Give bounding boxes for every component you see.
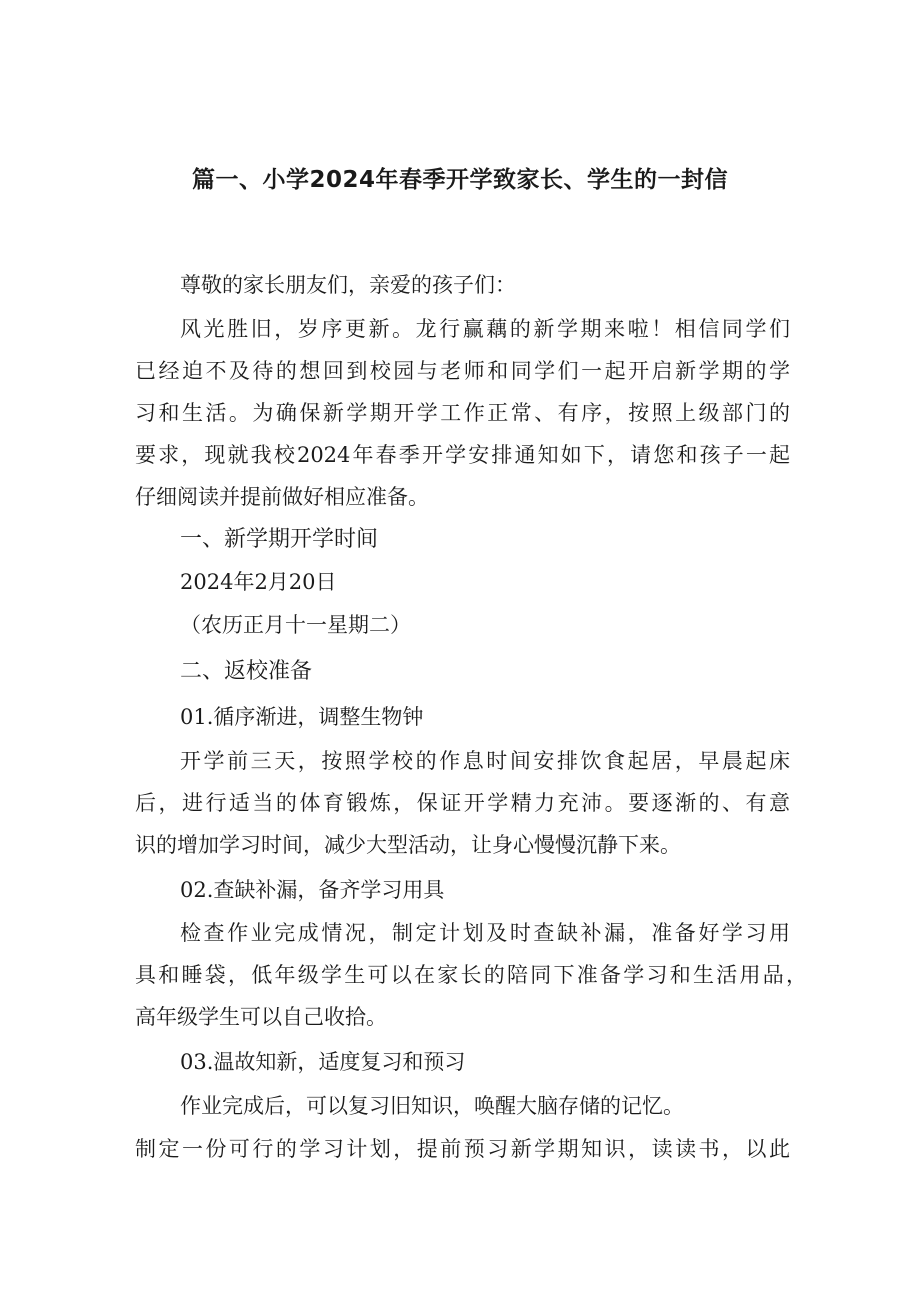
start-date: 2024年2月20日 — [180, 570, 337, 594]
item-1-line-3: 识的增加学习时间，减少大型活动，让身心慢慢沉静下来。 — [135, 833, 681, 857]
item-1-line-2: 后，进行适当的体育锻炼，保证开学精力充沛。要逐渐的、有意 — [135, 791, 790, 815]
item-3-line-2: 制定一份可行的学习计划，提前预习新学期知识，读读书，以此 — [135, 1137, 790, 1161]
salutation: 尊敬的家长朋友们，亲爱的孩子们： — [180, 273, 516, 297]
item-3-title: 03.温故知新，适度复习和预习 — [180, 1050, 466, 1074]
intro-line-3: 习和生活。为确保新学期开学工作正常、有序，按照上级部门的 — [135, 401, 790, 425]
item-2-line-2: 具和睡袋，低年级学生可以在家长的陪同下准备学习和生活用品， — [135, 963, 807, 987]
lunar-date: （农历正月十一星期二） — [180, 613, 411, 637]
item-2-line-1: 检查作业完成情况，制定计划及时查缺补漏，准备好学习用 — [180, 921, 790, 945]
intro-line-1: 风光胜旧，岁序更新。龙行赢藕的新学期来啦！相信同学们 — [180, 317, 790, 341]
section-2-heading: 二、返校准备 — [180, 659, 313, 684]
item-2-title: 02.查缺补漏，备齐学习用具 — [180, 878, 445, 902]
intro-line-2: 已经迫不及待的想回到校园与老师和同学们一起开启新学期的学 — [135, 359, 790, 383]
intro-line-4: 要求，现就我校2024年春季开学安排通知如下，请您和孩子一起 — [135, 443, 790, 467]
document-title: 篇一、小学2024年春季开学致家长、学生的一封信 — [191, 167, 728, 193]
section-1-heading: 一、新学期开学时间 — [180, 527, 379, 552]
intro-line-5: 仔细阅读并提前做好相应准备。 — [135, 485, 429, 509]
item-2-line-3: 高年级学生可以自己收拾。 — [135, 1005, 387, 1029]
item-1-title: 01.循序渐进，调整生物钟 — [180, 705, 424, 729]
item-3-line-1: 作业完成后，可以复习旧知识，唤醒大脑存储的记忆。 — [180, 1094, 684, 1118]
item-1-line-1: 开学前三天，按照学校的作息时间安排饮食起居，早晨起床 — [180, 749, 790, 773]
